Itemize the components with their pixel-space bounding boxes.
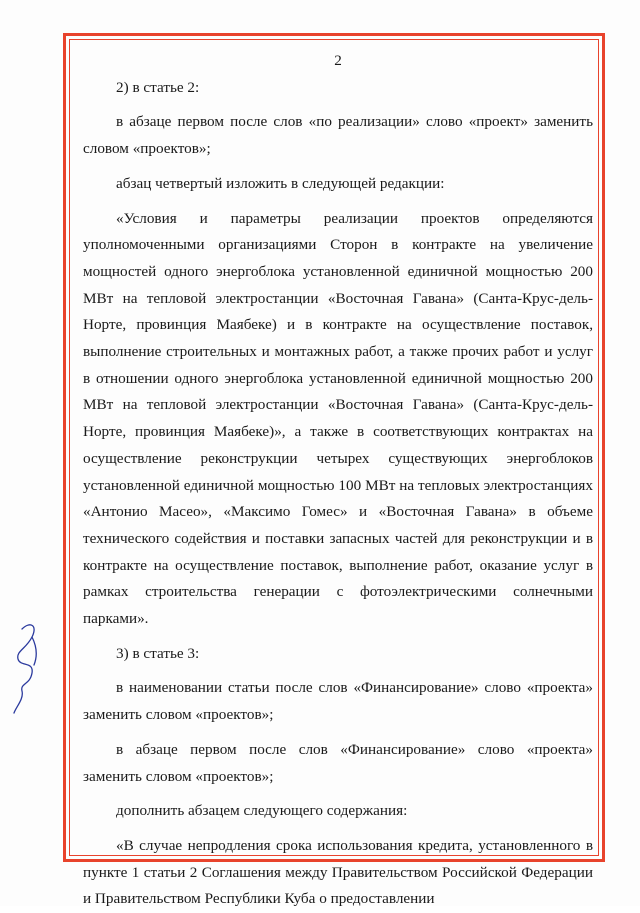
paragraph-credit-term: «В случае непродления срока использования кредита, установленного в пункте 1 статьи 2 Соглашения между Правительством Российской Федерации и Правительством Республики Куба о предоставлении <box>83 836 593 908</box>
paragraph-title-replace: в наименовании статьи после слов «Финансирование» слово «проекта» заменить словом «проектов»; <box>83 679 593 724</box>
paragraph-conditions: «Условия и параметры реализации проектов определяются уполномоченными организациями Сторон в контракте на увеличение мощностей одного энергоблока установленной единичной мощностью 200 МВт на тепловой электростанции «Восточная Гавана» (Санта-Крус-дель-Норте, провинция Маябеке) и в контракте на осуществление поставок, выполнение строительных и монтажных работ, а также прочих работ и услуг в отношении одного энергоблока установленной единичной мощностью 200 МВт на тепловой электростанции «Восточная Гавана» (Санта-Крус-дель-Норте, провинция Маябеке)», а также в соответствующих контрактах на осуществление реконструкции четырех существующих энергоблоков установленной единичной мощностью 100 МВт на тепловых электростанциях «Антонио Масео», «Максимо Гомес» и «Восточная Гавана» в объеме технического содействия и поставки запасных частей для реконструкции и в контракте на осуществление поставок, выполнение работ, оказание услуг в рамках строительства генерации с фотоэлектрическими солнечными парками». <box>83 209 593 628</box>
paragraph-fourth-abzats: абзац четвертый изложить в следующей редакции: <box>116 174 445 192</box>
paragraph-first-abzats-replace: в абзаце первом после слов «Финансирование» слово «проекта» заменить словом «проектов»; <box>83 740 593 785</box>
page-number: 2 <box>334 52 342 69</box>
paragraph-article-2: 2) в статье 2: <box>116 78 200 96</box>
paragraph-replace-project: в абзаце первом после слов «по реализации» слово «проект» заменить словом «проектов»; <box>83 113 593 158</box>
handwritten-signature <box>8 615 46 715</box>
paragraph-add-abzats: дополнить абзацем следующего содержания: <box>116 802 408 820</box>
document-body <box>83 44 593 908</box>
paragraph-article-3: 3) в статье 3: <box>116 644 200 662</box>
